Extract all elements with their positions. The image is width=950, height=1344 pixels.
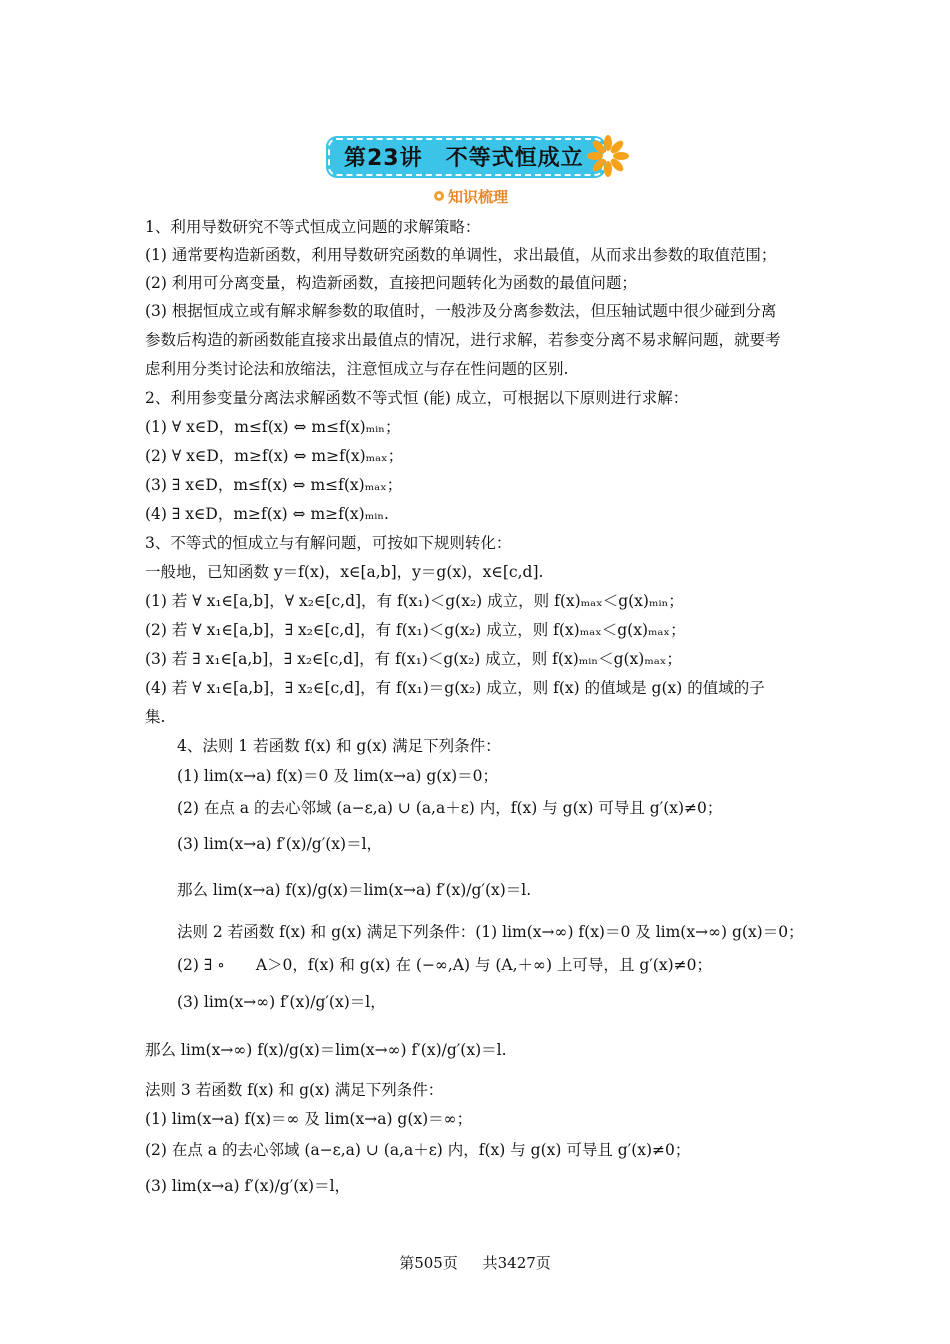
text-line: 法则 3 若函数 f(x) 和 g(x) 满足下列条件：	[145, 1081, 444, 1099]
text-line: (2) 若 ∀ x₁∈[a,b]，∃ x₂∈[c,d]，有 f(x₁)＜g(x₂) 成立，则 f(x)ₘₐₓ＜g(x)ₘₐₓ；	[145, 621, 686, 639]
text-line: (3) lim(x→∞) f′(x)/g′(x)＝l，	[177, 993, 386, 1011]
text-line: 法则 2 若函数 f(x) 和 g(x) 满足下列条件：(1) lim(x→∞) f(x)＝0 及 lim(x→∞) g(x)＝0；	[177, 923, 804, 941]
text-line: 那么 lim(x→a) f(x)/g(x)＝lim(x→a) f′(x)/g′(x)＝l.	[177, 881, 532, 899]
gear-flower-icon	[432, 189, 446, 203]
text-line: 2、利用参变量分离法求解函数不等式恒 (能) 成立，可根据以下原则进行求解：	[145, 389, 689, 407]
text-line: (1) 通常要构造新函数，利用导数研究函数的单调性，求出最值，从而求出参数的取值范围；	[145, 246, 777, 264]
text-line: (2) 在点 a 的去心邻域 (a−ε,a) ∪ (a,a＋ε) 内，f(x) 与 g(x) 可导且 g′(x)≠0；	[177, 799, 723, 817]
page-footer	[0, 1252, 950, 1273]
text-line: (4) ∃ x∈D，m≥f(x) ⇔ m≥f(x)ₘᵢₙ.	[145, 505, 389, 523]
text-line: 集.	[145, 708, 166, 726]
chapter-banner	[328, 138, 604, 176]
text-line: 参数后构造的新函数能直接求出最值点的情况，进行求解，若参变分离不易求解问题，就要考	[145, 331, 781, 349]
text-line: 3、不等式的恒成立与有解问题，可按如下规则转化：	[145, 534, 512, 552]
text-line: (1) lim(x→a) f(x)＝0 及 lim(x→a) g(x)＝0；	[177, 767, 498, 785]
text-line: (1) 若 ∀ x₁∈[a,b]，∀ x₂∈[c,d]，有 f(x₁)＜g(x₂) 成立，则 f(x)ₘₐₓ＜g(x)ₘᵢₙ；	[145, 592, 684, 610]
chapter-title: 第23讲 不等式恒成立	[344, 146, 584, 171]
text-line: 虑利用分类讨论法和放缩法，注意恒成立与存在性问题的区别.	[145, 360, 569, 378]
text-line: (3) ∃ x∈D，m≤f(x) ⇔ m≤f(x)ₘₐₓ；	[145, 476, 403, 494]
text-line: (1) lim(x→a) f(x)＝∞ 及 lim(x→a) g(x)＝∞；	[145, 1110, 473, 1128]
text-line: (2) 在点 a 的去心邻域 (a−ε,a) ∪ (a,a＋ε) 内，f(x) 与 g(x) 可导且 g′(x)≠0；	[145, 1141, 691, 1159]
text-line: (3) 根据恒成立或有解求解参数的取值时，一般涉及分离参数法，但压轴试题中很少碰到分离	[145, 302, 777, 320]
text-line: (3) 若 ∃ x₁∈[a,b]，∃ x₂∈[c,d]，有 f(x₁)＜g(x₂) 成立，则 f(x)ₘᵢₙ＜g(x)ₘₐₓ；	[145, 650, 682, 668]
text-line: 那么 lim(x→∞) f(x)/g(x)＝lim(x→∞) f′(x)/g′(x)＝l.	[145, 1041, 507, 1059]
text-line: (2) 利用可分离变量，构造新函数，直接把问题转化为函数的最值问题；	[145, 274, 637, 292]
section-heading	[432, 186, 508, 207]
total-pages: 共3427页	[482, 1254, 551, 1272]
text-line: 一般地，已知函数 y＝f(x)，x∈[a,b]，y＝g(x)，x∈[c,d].	[145, 563, 544, 581]
text-line: (4) 若 ∀ x₁∈[a,b]，∃ x₂∈[c,d]，有 f(x₁)＝g(x₂) 成立，则 f(x) 的值域是 g(x) 的值域的子	[145, 679, 765, 697]
page-number: 第505页	[399, 1254, 458, 1272]
text-line: 1、利用导数研究不等式恒成立问题的求解策略：	[145, 218, 481, 236]
text-line: (3) lim(x→a) f′(x)/g′(x)＝l，	[145, 1177, 351, 1195]
text-line: 4、法则 1 若函数 f(x) 和 g(x) 满足下列条件：	[177, 737, 501, 755]
section-label: 知识梳理	[448, 188, 509, 206]
flower-icon	[586, 134, 630, 178]
text-line: (2) ∃ ∘ A＞0，f(x) 和 g(x) 在 (−∞,A) 与 (A,＋∞) 上可导，且 g′(x)≠0；	[177, 956, 712, 974]
text-line: (1) ∀ x∈D，m≤f(x) ⇔ m≤f(x)ₘᵢₙ；	[145, 418, 401, 436]
text-line: (2) ∀ x∈D，m≥f(x) ⇔ m≥f(x)ₘₐₓ；	[145, 447, 404, 465]
text-line: (3) lim(x→a) f′(x)/g′(x)＝l，	[177, 835, 383, 853]
